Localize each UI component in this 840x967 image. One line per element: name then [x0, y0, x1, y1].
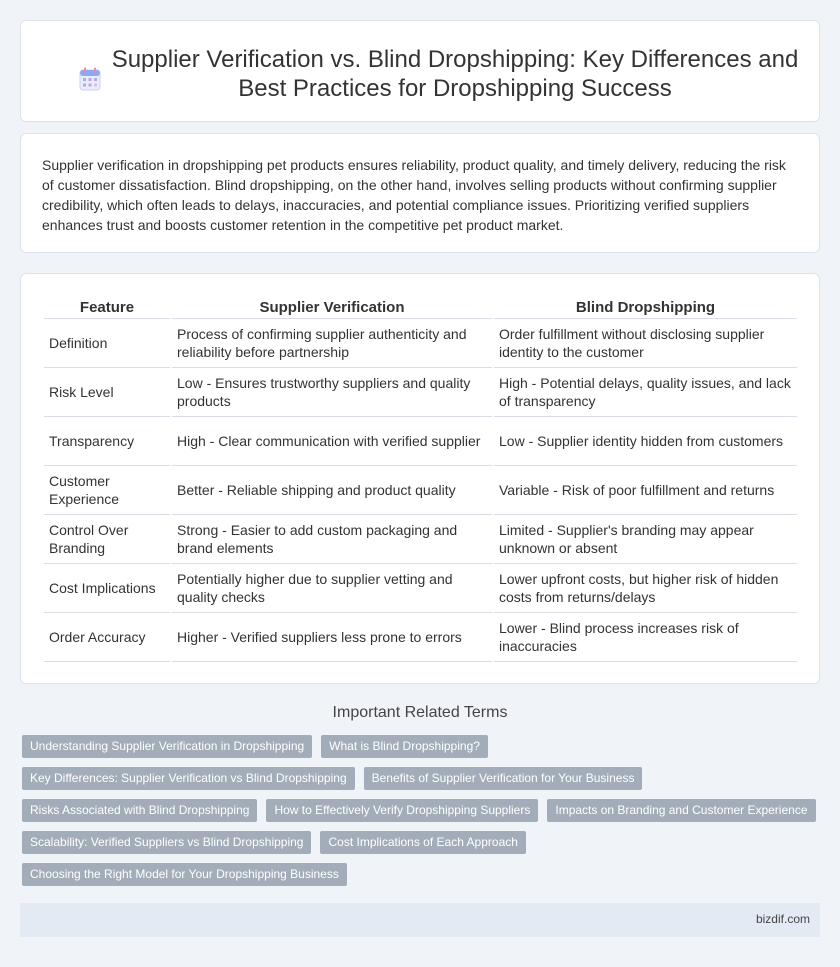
related-term-tag[interactable]: Cost Implications of Each Approach — [320, 831, 525, 854]
feature-cell: Transparency — [44, 417, 170, 466]
footer-site-link[interactable]: bizdif.com — [755, 912, 810, 926]
supplier-verification-cell: Potentially higher due to supplier vetting and quality checks — [172, 564, 492, 613]
related-term-tag[interactable]: Key Differences: Supplier Verification vs Blind Dropshipping — [22, 767, 355, 790]
supplier-verification-cell: Better - Reliable shipping and product quality — [172, 466, 492, 515]
page-title: Supplier Verification vs. Blind Dropshipping: Key Differences and Best Practices for Dropshipping Success — [111, 46, 799, 102]
supplier-verification-cell: Higher - Verified suppliers less prone to errors — [172, 613, 492, 662]
feature-cell: Customer Experience — [44, 466, 170, 515]
feature-cell: Control Over Branding — [44, 515, 170, 564]
comparison-table — [42, 295, 799, 662]
blind-dropshipping-cell: Low - Supplier identity hidden from customers — [494, 417, 797, 466]
blind-dropshipping-cell: High - Potential delays, quality issues, and lack of transparency — [494, 368, 797, 417]
related-term-tag[interactable]: Scalability: Verified Suppliers vs Blind Dropshipping — [22, 831, 311, 854]
related-term-tag[interactable]: How to Effectively Verify Dropshipping Suppliers — [266, 799, 538, 822]
related-term-tag[interactable]: Risks Associated with Blind Dropshipping — [22, 799, 257, 822]
table-row — [44, 417, 797, 466]
related-term-tag[interactable]: Benefits of Supplier Verification for Your Business — [364, 767, 643, 790]
blind-dropshipping-cell: Order fulfillment without disclosing supplier identity to the customer — [494, 319, 797, 368]
feature-cell: Definition — [44, 319, 170, 368]
related-terms-list — [22, 735, 822, 886]
table-row — [44, 368, 797, 417]
calendar-grid-icon — [79, 67, 101, 91]
title-card — [20, 20, 820, 122]
footer — [20, 903, 820, 937]
intro-card — [20, 133, 820, 253]
table-row — [44, 319, 797, 368]
table-row — [44, 466, 797, 515]
intro-text: Supplier verification in dropshipping pet products ensures reliability, product quality, and timely delivery, reducing the risk of customer dissatisfaction. Blind dropshipping, on the other hand, involves selling products without confirming supplier credibility, which often leads to delays, inaccuracies, and potential compliance issues. Prioritizing verified suppliers enhances trust and boosts customer retention in the competitive pet product market. — [42, 157, 786, 233]
supplier-verification-cell: Process of confirming supplier authenticity and reliability before partnership — [172, 319, 492, 368]
table-row — [44, 564, 797, 613]
feature-cell: Risk Level — [44, 368, 170, 417]
related-terms-heading: Important Related Terms — [332, 704, 508, 721]
feature-cell: Order Accuracy — [44, 613, 170, 662]
supplier-verification-cell: Strong - Easier to add custom packaging and brand elements — [172, 515, 492, 564]
blind-dropshipping-cell: Lower - Blind process increases risk of inaccuracies — [494, 613, 797, 662]
table-row — [44, 515, 797, 564]
blind-dropshipping-cell: Limited - Supplier's branding may appear unknown or absent — [494, 515, 797, 564]
comparison-card — [20, 273, 820, 684]
blind-dropshipping-cell: Lower upfront costs, but higher risk of hidden costs from returns/delays — [494, 564, 797, 613]
table-row — [44, 613, 797, 662]
header-feature: Feature — [44, 295, 170, 319]
related-term-tag[interactable]: What is Blind Dropshipping? — [321, 735, 488, 758]
blind-dropshipping-cell: Variable - Risk of poor fulfillment and returns — [494, 466, 797, 515]
header-supplier-verification: Supplier Verification — [172, 295, 492, 319]
supplier-verification-cell: Low - Ensures trustworthy suppliers and quality products — [172, 368, 492, 417]
supplier-verification-cell: High - Clear communication with verified supplier — [172, 417, 492, 466]
feature-cell: Cost Implications — [44, 564, 170, 613]
related-term-tag[interactable]: Understanding Supplier Verification in Dropshipping — [22, 735, 312, 758]
related-term-tag[interactable]: Impacts on Branding and Customer Experience — [547, 799, 815, 822]
table-header-row — [44, 295, 797, 319]
header-blind-dropshipping: Blind Dropshipping — [494, 295, 797, 319]
related-term-tag[interactable]: Choosing the Right Model for Your Dropshipping Business — [22, 863, 347, 886]
